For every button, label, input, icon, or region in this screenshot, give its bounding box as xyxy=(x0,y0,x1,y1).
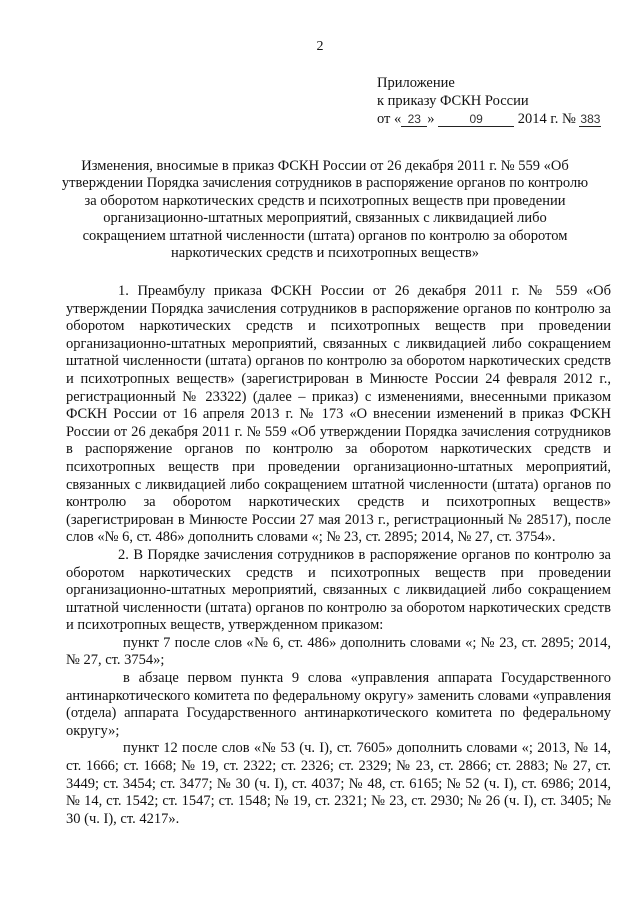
appendix-date-line xyxy=(377,110,627,128)
handwritten-order-number: 383 xyxy=(580,112,601,126)
handwritten-month: 09 xyxy=(438,112,514,127)
appendix-title: Приложение xyxy=(377,75,455,91)
paragraph-point-7: пункт 7 после слов «№ 6, ст. 486» дополнить словами «; № 23, ст. 2895; 2014, № 27, ст. 3754»; xyxy=(66,634,611,669)
appendix-block xyxy=(377,74,627,128)
handwritten-day: 23 xyxy=(401,112,427,127)
paragraph-point-12: пункт 12 после слов «№ 53 (ч. I), ст. 7605» дополнить словами «; 2013, № 14, ст. 1666; ст. 1668; № 19, ст. 2322; ст. 2326; ст. 2329; № 23, ст. 2866; ст. 2883; № 27, ст. 3449; ст. 3454; ст. 3477; № 30 (ч. I), ст. 4037; № 48, ст. 6165; № 52 (ч. I), ст. 6986; 2014, № 14, ст. 1542; ст. 1547; ст. 1548; № 19, ст. 2321; № 23, ст. 2930; № 26 (ч. I), ст. 3405; № 30 (ч. I), ст. 4217». xyxy=(66,740,611,827)
paragraph-point-9: в абзаце первом пункта 9 слова «управления аппарата Государственного антинаркотического комитета по федеральному округу» заменить словами «управления (отдела) аппарата Государственного антинаркотического комитета по федеральному округу»; xyxy=(66,670,611,739)
paragraph-2: 2. В Порядке зачисления сотрудников в распоряжение органов по контролю за оборотом наркотических средств и психотропных веществ при проведении организационно-штатных мероприятий, связанных с ликвидацией либо сокращением штатной численности (штата) органов по контролю за оборотом наркотических средств и психотропных веществ, утвержденном приказом: xyxy=(66,546,611,634)
document-body xyxy=(66,283,611,828)
page-number: 2 xyxy=(316,39,324,54)
appendix-order-ref: к приказу ФСКН России xyxy=(377,93,529,109)
paragraph-1: 1. Преамбулу приказа ФСКН России от 26 декабря 2011 г. № 559 «Об утверждении Порядка зачисления сотрудников в распоряжение органов по контролю за оборотом наркотических средств и психотропных веществ при проведении организационно-штатных мероприятий, связанных с ликвидацией либо сокращением штатной численности (штата) органов по контролю за оборотом наркотических средств и психотропных веществ» (зарегистрирован в Минюсте России 24 февраля 2012 г., регистрационный № 23322) (далее – приказ) с изменениями, внесенными приказом ФСКН России от 16 апреля 2013 г. № 173 «О внесении изменений в приказ ФСКН России от 26 декабря 2011 г. № 559 «Об утверждении Порядка зачисления сотрудников в распоряжение органов по контролю за оборотом наркотических средств и психотропных веществ при проведении организационно-штатных мероприятий, связанных с ликвидацией либо сокращением штатной численности (штата) органов по контролю за оборотом наркотических средств и психотропных веществ» (зарегистрирован в Минюсте России 27 мая 2013 г., регистрационный № 28517), после слов «№ 6, ст. 486» дополнить словами «; № 23, ст. 2895; 2014, № 27, ст. 3754». xyxy=(66,283,611,546)
document-title: Изменения, вносимые в приказ ФСКН России от 26 декабря 2011 г. № 559 «Об утверждении Порядка зачисления сотрудников в распоряжение органов по контролю за оборотом наркотических средств и психотропных веществ при проведении организационно-штатных мероприятий, связанных с ликвидацией либо сокращением штатной численности (штата) органов по контролю за оборотом наркотических средств и психотропных веществ» xyxy=(61,158,589,262)
date-prefix: от « xyxy=(377,111,402,127)
date-year-part: 2014 г. № xyxy=(517,111,576,127)
date-day-suffix: » xyxy=(427,111,435,127)
